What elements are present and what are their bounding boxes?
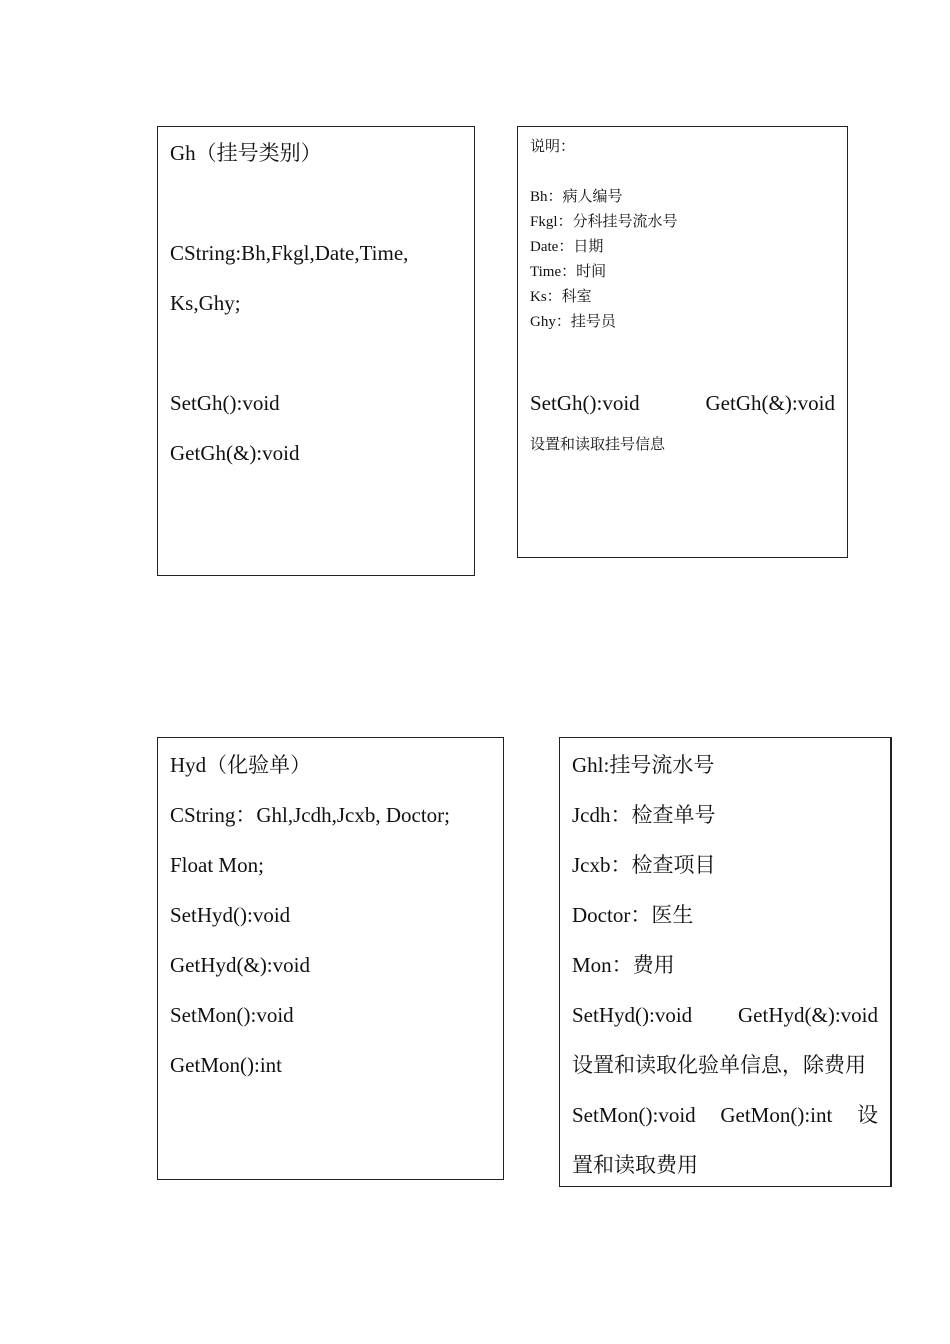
hyd-method: GetHyd(&):void: [170, 953, 310, 977]
gh-method-set: SetGh():void: [170, 391, 280, 415]
gh-note-field: Date：日期: [530, 239, 604, 255]
hyd-method: GetMon():int: [170, 1053, 282, 1077]
hyd-attributes: CString：Ghl,Jcdh,Jcxb, Doctor;: [170, 803, 450, 827]
hyd-notes-box: [559, 737, 892, 1187]
hyd-method: SetMon():void: [170, 1003, 294, 1027]
gh-note-field: Time：时间: [530, 264, 607, 280]
hyd-notes-mon-set: SetMon():void: [572, 1103, 696, 1127]
hyd-notes-get-method: GetHyd(&):void: [738, 1003, 878, 1027]
gh-note-field: Fkgl：分科挂号流水号: [530, 214, 678, 230]
gh-notes-methods-row: [530, 393, 835, 414]
hyd-notes-mon-desc-end: 置和读取费用: [572, 1153, 698, 1177]
hyd-notes-hyd-desc: 设置和读取化验单信息，除费用: [572, 1053, 866, 1077]
hyd-method: SetHyd():void: [170, 903, 291, 927]
gh-note-field: Ghy：挂号员: [530, 314, 616, 330]
hyd-notes-mon-desc-start: 设: [857, 1103, 878, 1127]
gh-notes-box: [517, 126, 848, 558]
hyd-note-field: Mon：费用: [572, 953, 675, 977]
hyd-note-field: Jcdh：检查单号: [572, 803, 716, 827]
gh-attributes-line1: CString:Bh,Fkgl,Date,Time,: [170, 241, 409, 265]
gh-method-get: GetGh(&):void: [170, 441, 300, 465]
gh-class-title: Gh（挂号类别）: [170, 141, 322, 165]
hyd-notes-mon-methods-row: [572, 1105, 878, 1126]
gh-note-field: Ks：科室: [530, 289, 592, 305]
hyd-note-field: Doctor：医生: [572, 903, 694, 927]
hyd-float-attr: Float Mon;: [170, 853, 264, 877]
hyd-notes-hyd-methods-row: [572, 1005, 878, 1026]
hyd-notes-set-method: SetHyd():void: [572, 1003, 693, 1027]
hyd-class-box: [157, 737, 504, 1180]
hyd-note-field: Ghl:挂号流水号: [572, 753, 715, 777]
gh-notes-method-desc: 设置和读取挂号信息: [530, 437, 666, 453]
gh-note-field: Bh：病人编号: [530, 189, 623, 205]
hyd-note-field: Jcxb：检查项目: [572, 853, 716, 877]
gh-notes-heading: 说明：: [530, 139, 576, 155]
gh-notes-method-set: SetGh():void: [530, 391, 640, 415]
gh-class-box: [157, 126, 475, 576]
hyd-notes-mon-get: GetMon():int: [720, 1103, 833, 1127]
hyd-class-title: Hyd（化验单）: [170, 753, 312, 777]
gh-attributes-line2: Ks,Ghy;: [170, 291, 241, 315]
gh-notes-method-get: GetGh(&):void: [705, 391, 835, 415]
